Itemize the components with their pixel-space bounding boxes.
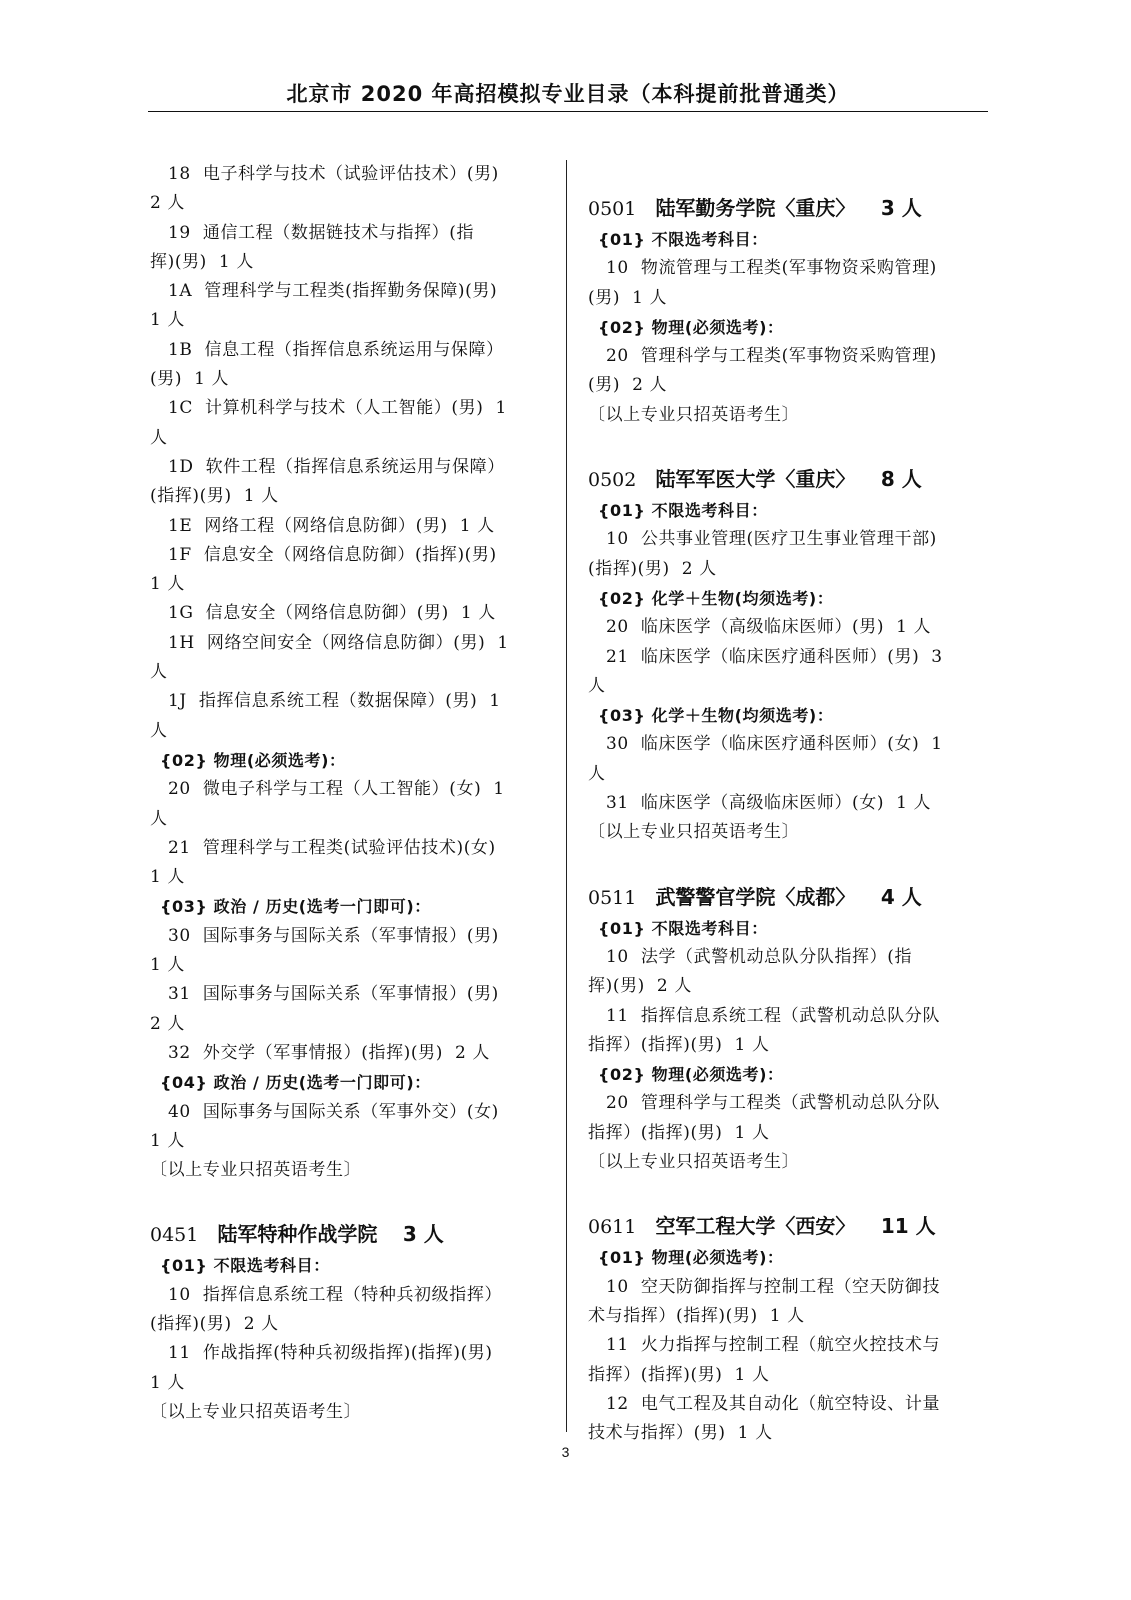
spacer (588, 848, 988, 877)
major-entry-line: 1G 信息安全（网络信息防御）(男) 1 人 (168, 603, 496, 624)
major-entry-line: 10 物流管理与工程类(军事物资采购管理) (606, 258, 937, 279)
major-entry-line: 10 指挥信息系统工程（特种兵初级指挥） (168, 1284, 503, 1305)
major-entry-line: 40 国际事务与国际关系（军事外交）(女) (168, 1101, 499, 1122)
major-entry-line: 人 (150, 720, 168, 741)
major-entry-line: 1D 软件工程（指挥信息系统运用与保障） (168, 456, 505, 477)
major-entry-line: 1H 网络空间安全（网络信息防御）(男) 1 (168, 632, 509, 653)
subject-group-heading: {01} 不限选考科目： (598, 918, 768, 938)
column-divider (566, 160, 567, 1432)
major-entry-line: 10 空天防御指挥与控制工程（空天防御技 (606, 1276, 941, 1297)
school-heading (588, 1210, 988, 1243)
school-heading (588, 463, 988, 496)
subject-group-heading: {04} 政治 / 历史(选考一门即可)： (160, 1073, 431, 1093)
major-entry-line: 1A 管理科学与工程类(指挥勤务保障)(男) (168, 281, 498, 302)
subject-group-heading: {03} 政治 / 历史(选考一门即可)： (160, 897, 431, 917)
subject-group-heading: {01} 不限选考科目： (598, 501, 768, 521)
school-name: 空军工程大学〈西安〉 (655, 1214, 856, 1239)
major-entry-line: 20 临床医学（高级临床医师）(男) 1 人 (606, 617, 932, 638)
school-code: 0451 (150, 1224, 199, 1247)
major-entry-line: 技术与指挥）(男) 1 人 (588, 1423, 773, 1444)
major-entry-line: 10 法学（武警机动总队分队指挥）(指 (606, 946, 913, 967)
major-entry-line: 人 (150, 808, 168, 829)
right-column (588, 188, 988, 1448)
major-entry-line: 术与指挥）(指挥)(男) 1 人 (588, 1305, 805, 1326)
major-entry-line: (指挥)(男) 2 人 (150, 1313, 279, 1334)
major-entry-line: 人 (150, 427, 168, 448)
school-heading (588, 881, 988, 914)
major-entry-line: 1J 指挥信息系统工程（数据保障）(男) 1 (168, 691, 501, 712)
major-entry-line: 人 (588, 675, 606, 696)
header-rule (148, 111, 988, 112)
school-name: 陆军特种作战学院 (217, 1222, 378, 1247)
major-entry-line: (男) 1 人 (150, 369, 230, 390)
spacer (588, 430, 988, 459)
school-heading (150, 1218, 545, 1251)
major-entry-line: 1 人 (150, 1130, 186, 1151)
major-entry-line: 1 人 (150, 310, 186, 331)
subject-group-heading: {02} 物理(必须选考)： (598, 1065, 784, 1085)
major-entry-line: 31 临床医学（高级临床医师）(女) 1 人 (606, 793, 932, 814)
major-entry-line: 1C 计算机科学与技术（人工智能）(男) 1 (168, 398, 507, 419)
major-entry-line: 1F 信息安全（网络信息防御）(指挥)(男) (168, 544, 497, 565)
major-entry-line: 1E 网络工程（网络信息防御）(男) 1 人 (168, 515, 495, 536)
subject-group-heading: {03} 化学＋生物(均须选考)： (598, 706, 834, 726)
major-entry-line: 11 火力指挥与控制工程（航空火控技术与 (606, 1335, 941, 1356)
school-quota: 11 人 (880, 1214, 936, 1239)
major-entry-line: (指挥)(男) 1 人 (150, 486, 279, 507)
major-entry-line: 11 指挥信息系统工程（武警机动总队分队 (606, 1005, 941, 1026)
major-entry-line: 1 人 (150, 867, 186, 888)
subject-group-heading: {01} 物理(必须选考)： (598, 1248, 784, 1268)
major-entry-line: 指挥）(指挥)(男) 1 人 (588, 1034, 770, 1055)
major-entry-line: 20 管理科学与工程类（武警机动总队分队 (606, 1093, 941, 1114)
major-entry-line: 21 临床医学（临床医疗通科医师）(男) 3 (606, 646, 943, 667)
school-code: 0511 (588, 886, 637, 909)
major-entry-line: 11 作战指挥(特种兵初级指挥)(指挥)(男) (168, 1343, 493, 1364)
major-entry-line: 1 人 (150, 574, 186, 595)
major-entry-line: 挥)(男) 2 人 (588, 976, 692, 997)
subject-group-heading: {01} 不限选考科目： (598, 230, 768, 249)
major-entry-line: 人 (588, 763, 606, 784)
school-code: 0611 (588, 1216, 637, 1239)
major-entry-line: 12 电气工程及其自动化（航空特设、计量 (606, 1393, 941, 1414)
english-only-note: 〔以上专业只招英语考生〕 (150, 1160, 362, 1181)
school-quota: 3 人 (880, 196, 922, 220)
major-entry-line: 2 人 (150, 193, 186, 214)
major-entry-line: 1 人 (150, 1372, 186, 1393)
subject-group-heading: {01} 不限选考科目： (160, 1256, 330, 1276)
major-entry-line: (男) 2 人 (588, 375, 668, 396)
school-quota: 3 人 (402, 1222, 444, 1247)
major-entry-line: 20 管理科学与工程类(军事物资采购管理) (606, 346, 937, 367)
major-entry-line: 2 人 (150, 1013, 186, 1034)
subject-group-heading: {02} 化学＋生物(均须选考)： (598, 588, 834, 608)
english-only-note: 〔以上专业只招英语考生〕 (150, 1401, 362, 1422)
major-entry-line: 人 (150, 662, 168, 683)
english-only-note: 〔以上专业只招英语考生〕 (588, 822, 800, 843)
major-entry-line: 10 公共事业管理(医疗卫生事业管理干部) (606, 529, 937, 550)
page-header-title: 北京市 2020 年高招模拟专业目录（本科提前批普通类） (286, 82, 850, 106)
page-number: 3 (561, 1444, 570, 1460)
major-entry-line: 21 管理科学与工程类(试验评估技术)(女) (168, 837, 496, 858)
school-quota: 4 人 (880, 884, 922, 909)
school-code: 0502 (588, 469, 637, 492)
major-entry-line: 指挥）(指挥)(男) 1 人 (588, 1122, 770, 1143)
major-entry-line: 19 通信工程（数据链技术与指挥）(指 (168, 222, 475, 243)
major-entry-line: 挥)(男) 1 人 (150, 251, 254, 272)
subject-group-heading: {02} 物理(必须选考)： (160, 750, 346, 770)
school-name: 陆军勤务学院〈重庆〉 (655, 196, 856, 220)
left-column (150, 160, 545, 1427)
major-entry-line: 1 人 (150, 955, 186, 976)
major-entry-line: 20 微电子科学与工程（人工智能）(女) 1 (168, 779, 505, 800)
major-entry-line: 31 国际事务与国际关系（军事情报）(男) (168, 984, 499, 1005)
major-entry-line: 18 电子科学与技术（试验评估技术）(男) (168, 164, 499, 184)
major-entry-line: 30 国际事务与国际关系（军事情报）(男) (168, 925, 499, 946)
major-entry-line: (男) 1 人 (588, 287, 668, 308)
school-quota: 8 人 (880, 467, 922, 492)
major-entry-line: 32 外交学（军事情报）(指挥)(男) 2 人 (168, 1042, 490, 1063)
school-name: 陆军军医大学〈重庆〉 (655, 467, 856, 492)
spacer (150, 1185, 545, 1214)
school-name: 武警警官学院〈成都〉 (655, 884, 856, 909)
school-code: 0501 (588, 198, 637, 220)
spacer (588, 1177, 988, 1206)
major-entry-line: 指挥）(指挥)(男) 1 人 (588, 1364, 770, 1385)
major-entry-line: 30 临床医学（临床医疗通科医师）(女) 1 (606, 734, 943, 755)
major-entry-line: (指挥)(男) 2 人 (588, 558, 717, 579)
english-only-note: 〔以上专业只招英语考生〕 (588, 1152, 800, 1173)
school-heading (588, 192, 988, 225)
major-entry-line: 1B 信息工程（指挥信息系统运用与保障） (168, 339, 504, 360)
english-only-note: 〔以上专业只招英语考生〕 (588, 404, 800, 425)
subject-group-heading: {02} 物理(必须选考)： (598, 317, 784, 337)
